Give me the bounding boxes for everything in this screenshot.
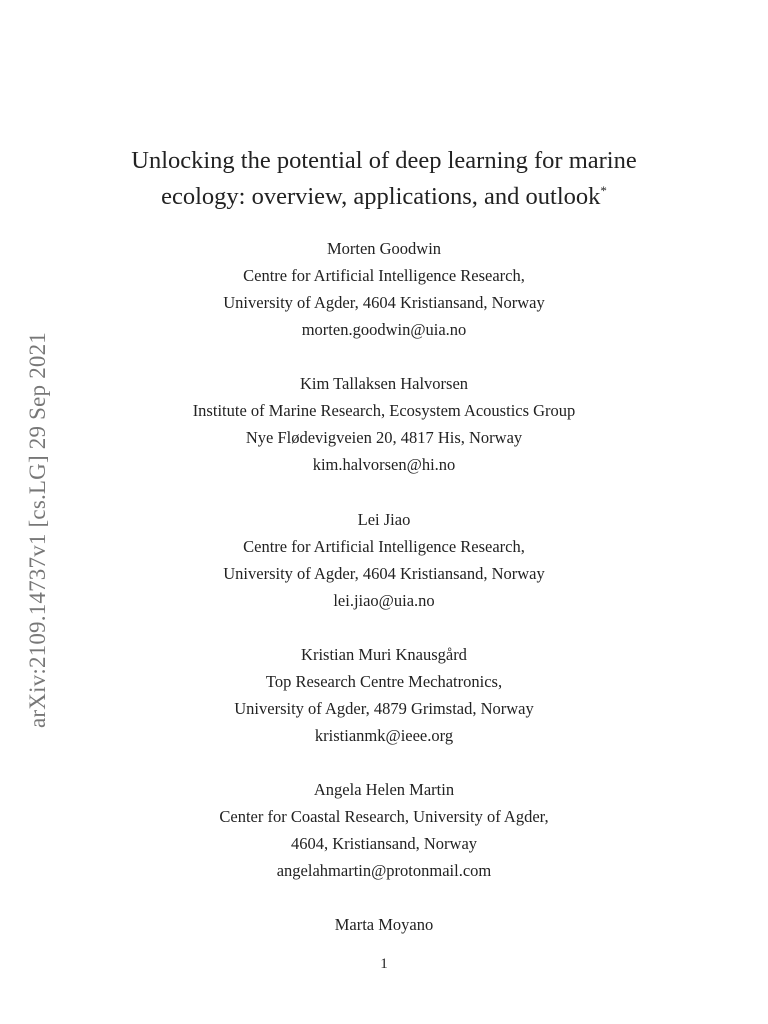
paper-title [0,143,768,215]
title-line-2 [0,179,768,215]
author-email: kim.halvorsen@hi.no [312,455,456,474]
title-line-1: Unlocking the potential of deep learning for marine [131,147,637,174]
author-block-moyano [0,911,768,938]
author-affiliation-line: Centre for Artificial Intelligence Research, [243,266,525,285]
author-name: Kim Tallaksen Halvorsen [299,374,469,393]
title-line-2-text: ecology: overview, applications, and outlook [161,183,601,210]
author-name: Angela Helen Martin [313,780,455,799]
author-affiliation-line: Top Research Centre Mechatronics, [265,672,503,691]
title-footnote-mark: * [600,182,607,198]
author-email: morten.goodwin@uia.no [301,320,467,339]
author-block-halvorsen [0,370,768,478]
author-affiliation-line: University of Agder, 4604 Kristiansand, Norway [223,293,545,312]
author-block-jiao [0,506,768,614]
author-name: Lei Jiao [357,510,411,529]
author-affiliation-line: University of Agder, 4879 Grimstad, Norway [234,699,534,718]
author-affiliation-line: Centre for Artificial Intelligence Research, [243,537,525,556]
author-block-martin [0,776,768,884]
author-block-knausgard [0,641,768,749]
author-affiliation-line: 4604, Kristiansand, Norway [290,834,478,853]
author-name: Marta Moyano [334,915,434,934]
author-block-goodwin [0,235,768,343]
author-email: lei.jiao@uia.no [333,591,435,610]
author-name: Morten Goodwin [326,239,442,258]
author-affiliation-line: Center for Coastal Research, University of Agder, [219,807,549,826]
author-affiliation-line: University of Agder, 4604 Kristiansand, Norway [223,564,545,583]
author-name: Kristian Muri Knausgård [301,645,467,664]
author-email: angelahmartin@protonmail.com [276,861,492,880]
page-number: 1 [380,956,388,972]
author-affiliation-line: Institute of Marine Research, Ecosystem Acoustics Group [192,401,576,420]
arxiv-identifier-stamp: arXiv:2109.14737v1 [cs.LG] 29 Sep 2021 [25,332,50,728]
author-email: kristianmk@ieee.org [314,726,454,745]
author-affiliation-line: Nye Flødevigveien 20, 4817 His, Norway [245,428,523,447]
